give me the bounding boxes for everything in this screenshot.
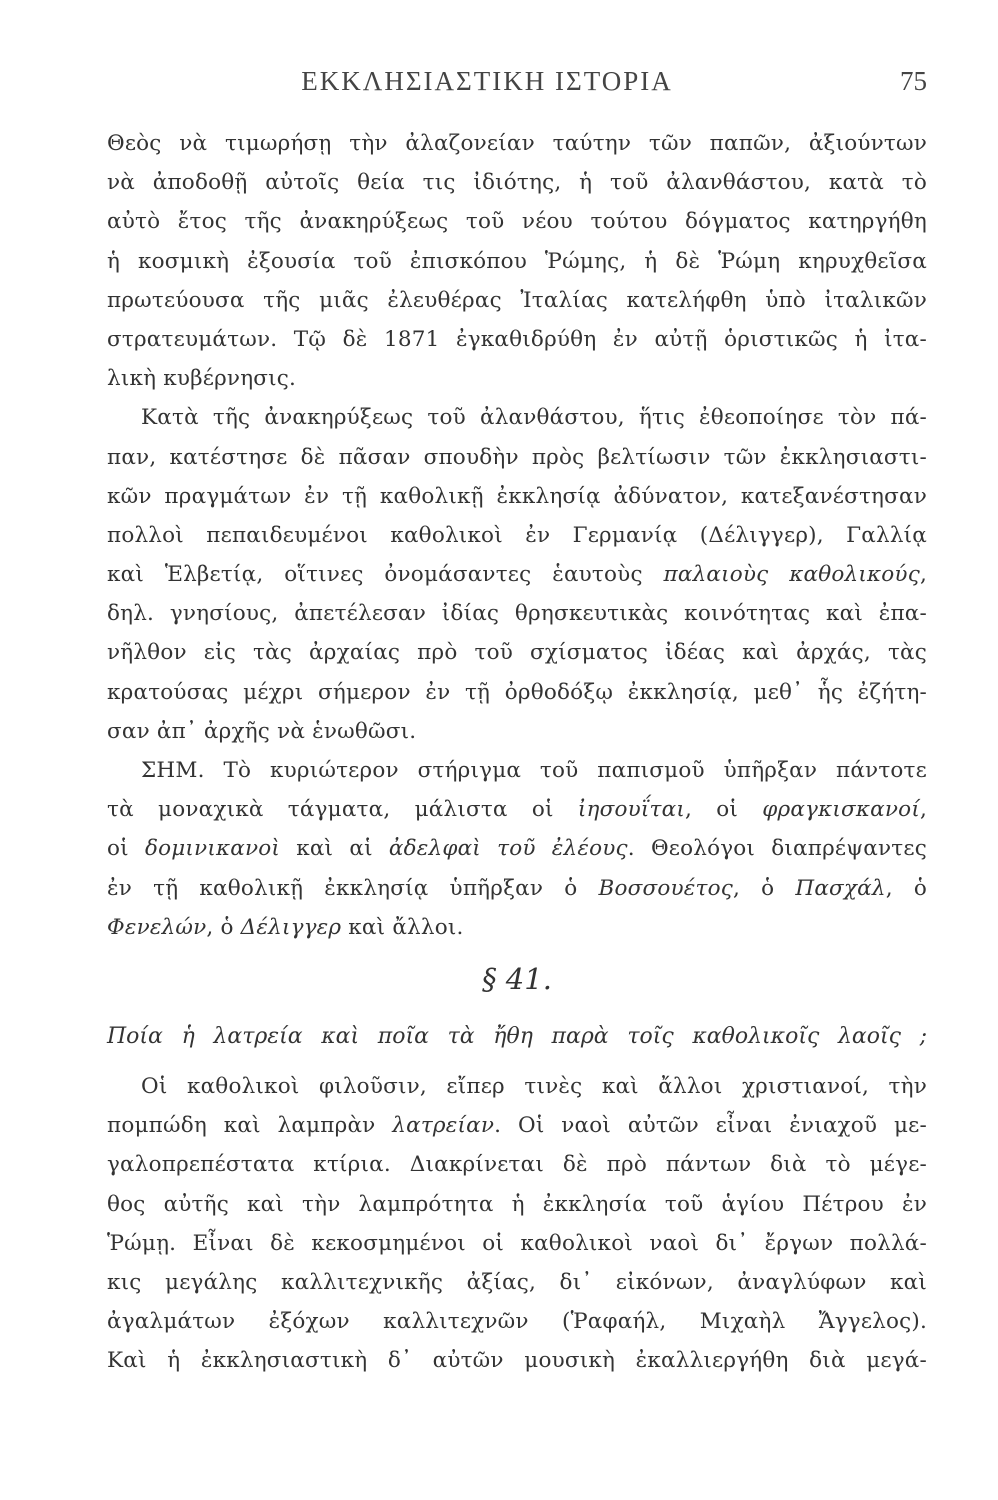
text-line: νῆλθον εἰς τὰς ἀρχαίας πρὸ τοῦ σχίσματος ἰδέας καὶ ἀρχάς, τὰς — [107, 640, 927, 666]
text-line: ἀγαλμάτων ἐξόχων καλλιτεχνῶν (Ῥαφαήλ, Μιχαὴλ Ἄγγελος). — [107, 1309, 927, 1335]
text-line: Καὶ ἡ ἐκκλησιαστικὴ δ᾽ αὐτῶν μουσικὴ ἐκαλλιεργήθη διὰ μεγά- — [107, 1348, 927, 1374]
text-run: καὶ ἄλλοι. — [341, 914, 464, 940]
text-line — [107, 1106, 927, 1145]
text-line: στρατευμάτων. Τῷ δὲ 1871 ἐγκαθιδρύθη ἐν αὐτῇ ὁριστικῶς ἡ ἰτα- — [107, 326, 927, 352]
page-number: 75 — [900, 66, 927, 96]
text-line: αὐτὸ ἔτος τῆς ἀνακηρύξεως τοῦ νέου τούτου δόγματος κατηργήθη — [107, 209, 927, 235]
text-run: καὶ Ἑλβετίᾳ, οἵτινες ὀνομάσαντες ἑαυτοὺς — [107, 562, 664, 588]
text-line: γαλοπρεπέστατα κτίρια. Διακρίνεται δὲ πρὸ πάντων διὰ τὸ μέγε- — [107, 1152, 927, 1178]
note-line — [107, 869, 927, 908]
text-line: κις μεγάλης καλλιτεχνικῆς ἀξίας, δι᾽ εἰκόνων, ἀναγλύφων καὶ — [107, 1269, 927, 1295]
text-line: κῶν πραγμάτων ἐν τῇ καθολικῇ ἐκκλησίᾳ ἀδύνατον, κατεξανέστησαν — [107, 483, 927, 509]
text-line: νὰ ἀποδοθῇ αὐτοῖς θεία τις ἰδιότης, ἡ τοῦ ἀλανθάστου, κατὰ τὸ — [107, 170, 927, 196]
text-run: , ὁ — [885, 875, 927, 901]
text-line: θος αὐτῆς καὶ τὴν λαμπρότητα ἡ ἐκκλησία τοῦ ἁγίου Πέτρου ἐν — [107, 1191, 927, 1217]
text-line: Ῥώμῃ. Εἶναι δὲ κεκοσμημένοι οἱ καθολικοὶ ναοὶ δι᾽ ἔργων πολλά- — [107, 1230, 927, 1256]
text-line: πρωτεύουσα τῆς μιᾶς ἐλευθέρας Ἰταλίας κατελήφθη ὑπὸ ἰταλικῶν — [107, 287, 927, 313]
text-line — [107, 555, 927, 594]
italic-run: λατρείαν — [392, 1113, 495, 1139]
italic-run: Δέλιγγερ — [240, 914, 342, 940]
text-line: Οἱ καθολικοὶ φιλοῦσιν, εἴπερ τινὲς καὶ ἄλλοι χριστιανοί, τὴν — [141, 1073, 927, 1099]
text-run: , οἱ — [684, 797, 763, 823]
text-line: δηλ. γνησίους, ἀπετέλεσαν ἰδίας θρησκευτικὰς κοινότητας καὶ ἐπα- — [107, 601, 927, 627]
text-line: λικὴ κυβέρνησις. — [107, 366, 297, 392]
text-run: τὰ μοναχικὰ τάγματα, μάλιστα οἱ — [107, 797, 578, 823]
note-line — [107, 829, 927, 868]
text-line: Θεὸς νὰ τιμωρήσῃ τὴν ἀλαζονείαν ταύτην τῶν παπῶν, ἀξιούντων — [107, 131, 927, 156]
italic-run: ἰησουΐται — [577, 797, 685, 823]
italic-run: Βοσσουέτος — [598, 875, 733, 901]
note-line: ΣΗΜ. Τὸ κυριώτερον στήριγμα τοῦ παπισμοῦ ὑπῆρξαν πάντοτε — [141, 758, 927, 783]
italic-run: Πασχάλ — [795, 875, 886, 901]
note-line — [107, 908, 927, 947]
text-line: κρατούσας μέχρι σήμερον ἐν τῇ ὀρθοδόξῳ ἐκκλησίᾳ, μεθ᾽ ἧς ἐζήτη- — [107, 679, 927, 705]
italic-run: ἀδελφαὶ τοῦ ἐλέους — [388, 836, 628, 862]
text-line: Κατὰ τῆς ἀνακηρύξεως τοῦ ἀλανθάστου, ἥτις ἐθεοποίησε τὸν πά- — [141, 405, 927, 431]
text-run: πομπώδη καὶ λαμπρὰν — [107, 1113, 393, 1139]
text-run: . Οἱ ναοὶ αὐτῶν εἶναι ἐνιαχοῦ με- — [494, 1113, 927, 1139]
text-run: , ὁ — [206, 914, 241, 940]
section-question: Ποία ἡ λατρεία καὶ ποῖα τὰ ἤθη παρὰ τοῖς καθολικοῖς λαοῖς ; — [107, 1023, 927, 1049]
italic-run: Φενελών — [107, 914, 207, 940]
text-line: παν, κατέστησε δὲ πᾶσαν σπουδὴν πρὸς βελτίωσιν τῶν ἐκκλησιαστι- — [107, 444, 927, 470]
italic-run: παλαιοὺς καθολικούς — [663, 562, 920, 588]
section-number: § 41. — [482, 961, 552, 996]
text-run: , — [919, 797, 927, 823]
body-text — [107, 124, 927, 1380]
text-line: σαν ἀπ᾽ ἀρχῆς νὰ ἑνωθῶσι. — [107, 718, 417, 744]
text-run: οἱ — [107, 836, 145, 862]
text-run: , ὁ — [733, 875, 796, 901]
text-run: ἐν τῇ καθολικῇ ἐκκλησίᾳ ὑπῆρξαν ὁ — [107, 875, 599, 901]
text-line: πολλοὶ πεπαιδευμένοι καθολικοὶ ἐν Γερμανίᾳ (Δέλιγγερ), Γαλλίᾳ — [107, 522, 927, 548]
text-line: ἡ κοσμικὴ ἐξουσία τοῦ ἐπισκόπου Ῥώμης, ἡ δὲ Ῥώμη κηρυχθεῖσα — [107, 248, 927, 274]
running-title: ΕΚΚΛΗΣΙΑΣΤΙΚΗ ΙΣΤΟΡΙΑ — [301, 66, 673, 96]
text-run: , — [919, 562, 927, 588]
italic-run: φραγκισκανοί — [762, 797, 920, 823]
note-line — [107, 790, 927, 829]
text-run: καὶ αἱ — [280, 836, 389, 862]
italic-run: δομινικανοὶ — [144, 836, 281, 862]
running-header — [107, 66, 927, 106]
text-run: . Θεολόγοι διαπρέψαντες — [627, 836, 927, 862]
